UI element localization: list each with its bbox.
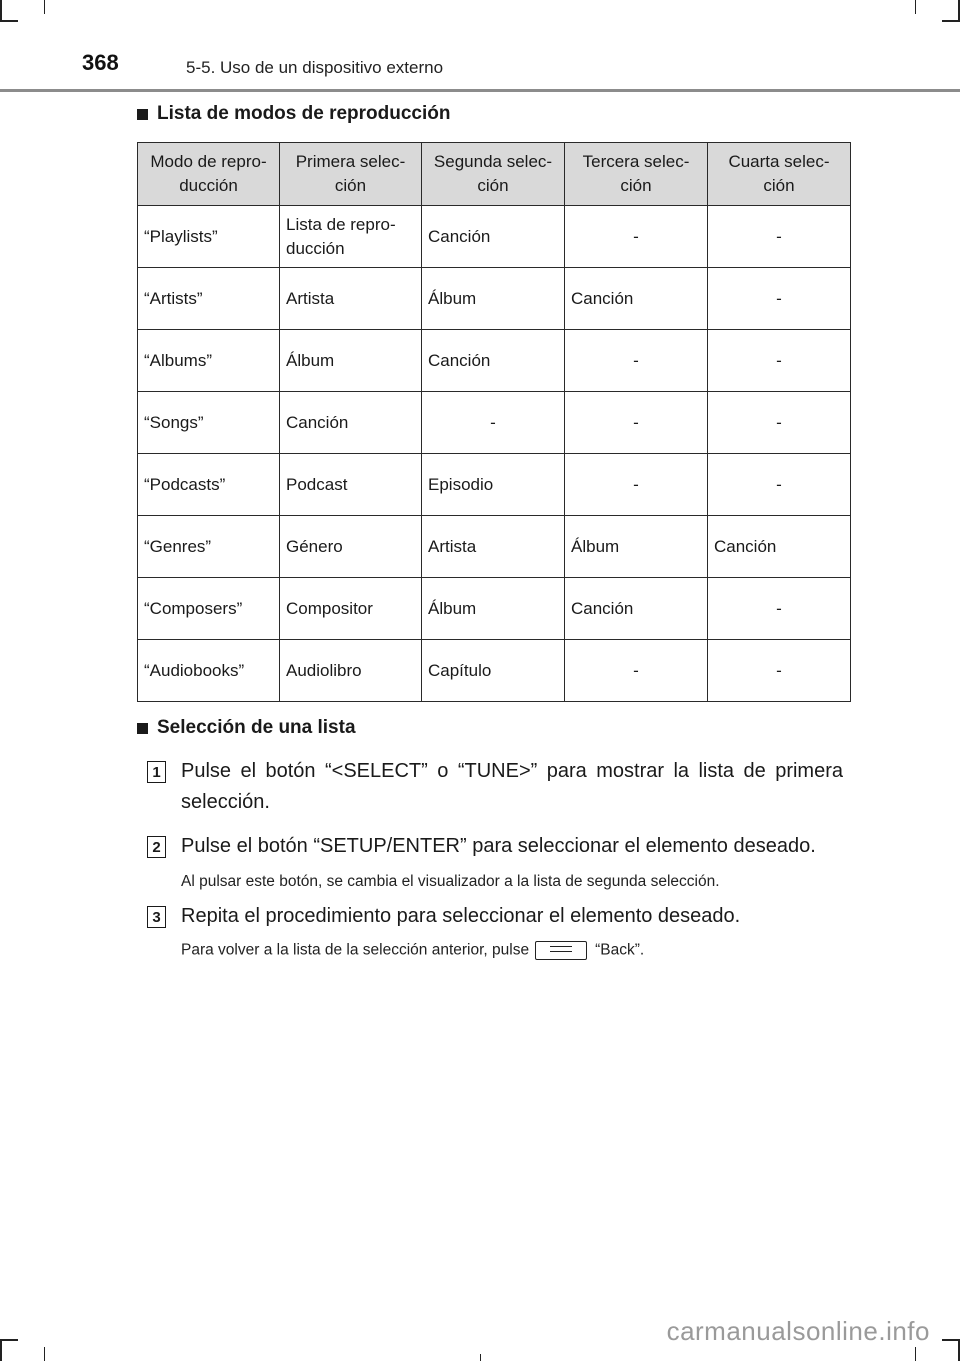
section-heading-text: Selección de una lista xyxy=(157,717,356,738)
step-2-note: Al pulsar este botón, se cambia el visualizador a la lista de segunda selección. xyxy=(181,873,720,890)
crop-mark xyxy=(942,20,960,22)
table-cell: - xyxy=(565,640,708,702)
table-cell: Canción xyxy=(422,330,565,392)
table-row xyxy=(138,330,851,392)
table-cell: Álbum xyxy=(422,268,565,330)
crop-mark xyxy=(942,1339,960,1341)
step-number-badge: 1 xyxy=(147,761,166,783)
table-cell: Canción xyxy=(708,516,851,578)
table-cell: Artista xyxy=(280,268,422,330)
crop-mark xyxy=(0,20,18,22)
table-cell: - xyxy=(708,330,851,392)
table-row xyxy=(138,454,851,516)
table-cell: Álbum xyxy=(422,578,565,640)
playback-modes-table xyxy=(137,142,851,702)
crop-mark xyxy=(915,0,916,14)
crop-mark xyxy=(0,1339,18,1341)
table-cell: Audiolibro xyxy=(280,640,422,702)
table-cell: Compositor xyxy=(280,578,422,640)
header-text: Modo de repro- ducción xyxy=(150,152,267,195)
table-header-row xyxy=(138,143,851,206)
table-cell: Canción xyxy=(565,578,708,640)
table-row xyxy=(138,392,851,454)
header-text: Tercera selec- ción xyxy=(582,152,690,195)
square-bullet-icon xyxy=(137,723,148,734)
table-cell: Canción xyxy=(565,268,708,330)
table-cell: Canción xyxy=(422,206,565,268)
step-number-badge: 2 xyxy=(147,836,166,858)
table-row xyxy=(138,516,851,578)
table-cell: “Genres” xyxy=(138,516,280,578)
table-header-cell xyxy=(565,143,708,206)
table-cell: - xyxy=(422,392,565,454)
table-cell: - xyxy=(565,206,708,268)
table-cell: “Composers” xyxy=(138,578,280,640)
step-3-note xyxy=(181,941,644,960)
section-heading-text: Lista de modos de reproducción xyxy=(157,103,451,124)
section-heading-modes xyxy=(137,103,451,125)
step-text: Pulse el botón “SETUP/ENTER” para seleccionar el elemento deseado. xyxy=(181,835,816,857)
table-cell: - xyxy=(565,330,708,392)
table-row xyxy=(138,640,851,702)
table-cell: “Podcasts” xyxy=(138,454,280,516)
header-text: Cuarta selec- ción xyxy=(728,152,830,195)
note-text: “Back”. xyxy=(595,941,645,959)
square-bullet-icon xyxy=(137,109,148,120)
table-row xyxy=(138,206,851,268)
table-row xyxy=(138,578,851,640)
table-cell: - xyxy=(708,578,851,640)
table-cell: - xyxy=(708,392,851,454)
table-cell: - xyxy=(708,454,851,516)
table-cell: Género xyxy=(280,516,422,578)
crop-mark xyxy=(0,1339,2,1361)
watermark: carmanualsonline.info xyxy=(666,1316,930,1346)
table-cell: - xyxy=(708,640,851,702)
step-text: Repita el procedimiento para seleccionar el elemento deseado. xyxy=(181,905,741,927)
table-cell: “Songs” xyxy=(138,392,280,454)
table-row xyxy=(138,268,851,330)
table-cell: - xyxy=(565,454,708,516)
page-number: 368 xyxy=(82,50,119,75)
table-header-cell xyxy=(422,143,565,206)
section-heading-select-list xyxy=(137,717,356,739)
crop-mark xyxy=(44,1347,45,1361)
table-cell: Episodio xyxy=(422,454,565,516)
header-text: Segunda selec- ción xyxy=(433,152,553,195)
table-cell: “Artists” xyxy=(138,268,280,330)
table-cell: “Playlists” xyxy=(138,206,280,268)
table-header-cell xyxy=(708,143,851,206)
note-text: Para volver a la lista de la selección anterior, pulse xyxy=(181,941,530,959)
table-cell: Álbum xyxy=(565,516,708,578)
step-number-badge: 3 xyxy=(147,906,166,928)
header-text: Primera selec- ción xyxy=(295,152,406,195)
table-cell: Canción xyxy=(280,392,422,454)
back-button-icon xyxy=(535,941,587,960)
step-text: Pulse el botón “<SELECT” o “TUNE>” para mostrar la lista de primera selección. xyxy=(181,760,843,813)
crop-mark xyxy=(915,1347,916,1361)
crop-mark xyxy=(44,0,45,14)
table-header-cell xyxy=(280,143,422,206)
table-cell: Capítulo xyxy=(422,640,565,702)
running-header: 5-5. Uso de un dispositivo externo xyxy=(186,58,444,77)
crop-mark xyxy=(0,0,2,22)
table-cell: - xyxy=(708,206,851,268)
table-cell: - xyxy=(708,268,851,330)
table-cell: “Audiobooks” xyxy=(138,640,280,702)
table-cell: “Albums” xyxy=(138,330,280,392)
header-divider xyxy=(0,89,960,92)
table-header-cell xyxy=(138,143,280,206)
table-cell: Podcast xyxy=(280,454,422,516)
table-cell: Lista de repro- ducción xyxy=(280,206,422,268)
table-cell: Artista xyxy=(422,516,565,578)
table-cell: Álbum xyxy=(280,330,422,392)
table-cell: - xyxy=(565,392,708,454)
crop-mark xyxy=(480,1354,481,1361)
